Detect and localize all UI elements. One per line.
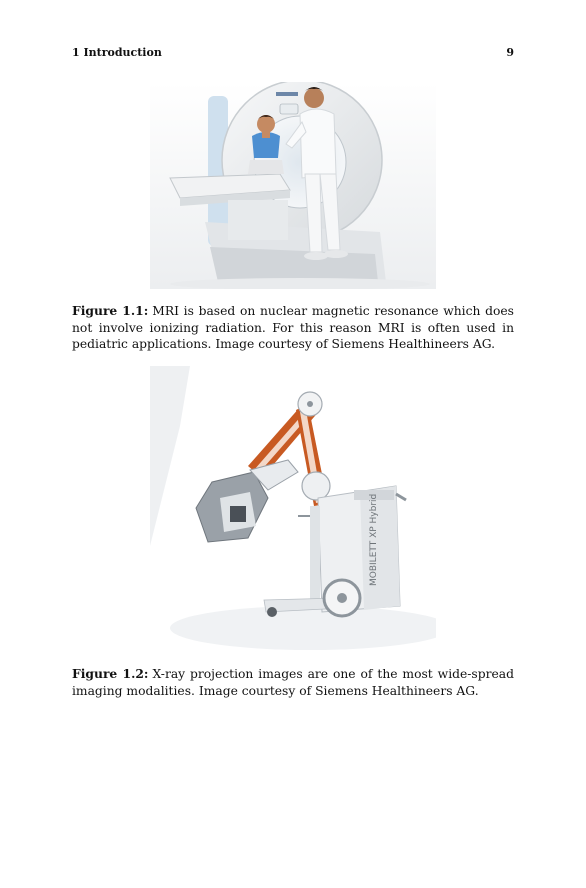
- page-number: 9: [506, 46, 514, 59]
- mri-scanner-photo: [150, 82, 436, 289]
- figure-caption: [72, 666, 514, 699]
- running-header: [72, 46, 514, 59]
- figure-label: Figure 1.2:: [72, 666, 149, 681]
- figure-label: Figure 1.1:: [72, 303, 149, 318]
- caption-text: MRI is based on nuclear magnetic resonance which does not involve ionizing radiation. For this reason MRI is often used in pediatric applications. Image courtesy of Siemens Healthineers AG.: [72, 304, 514, 351]
- chapter-title: 1 Introduction: [72, 46, 162, 59]
- device-label: MOBILETT XP Hybrid: [369, 493, 379, 586]
- mobile-xray-photo: [150, 366, 436, 653]
- figure-caption: [72, 303, 514, 353]
- caption-text: X-ray projection images are one of the most wide-spread imaging modalities. Image courtesy of Siemens Healthineers AG.: [72, 667, 514, 698]
